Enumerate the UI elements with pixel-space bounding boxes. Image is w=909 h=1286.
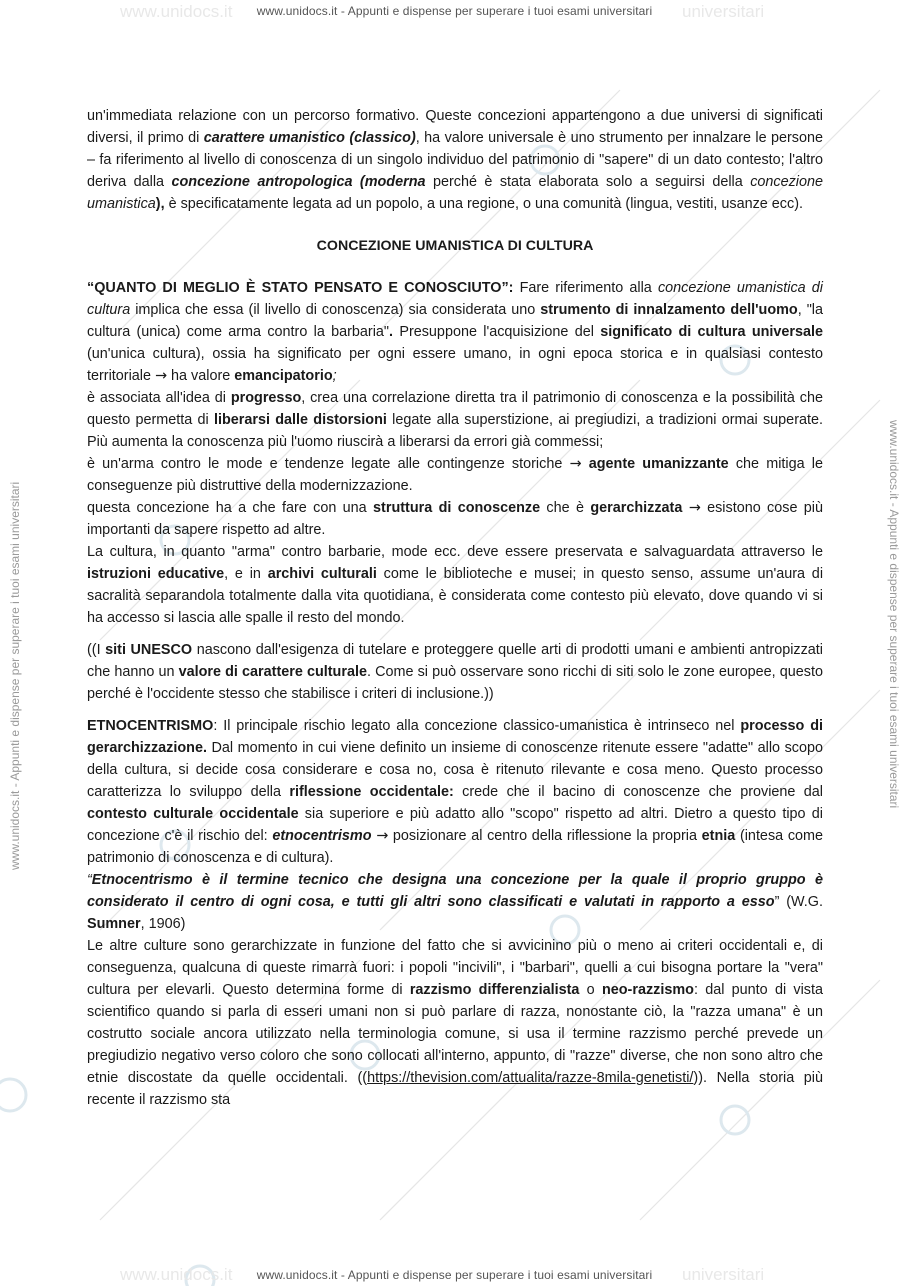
thevision-link[interactable]: https://thevision.com/attualita/razze-8mila-genetisti/ — [367, 1070, 694, 1086]
header-watermark: www.unidocs.it - Appunti e dispense per superare i tuoi esami universitari — [256, 4, 653, 18]
ghost-watermark-left: www.unidocs.it — [120, 2, 233, 21]
paragraph-ethnocentrism: ETNOCENTRISMO: Il principale rischio legato alla concezione classico-umanistica è intrinseco nel processo di gerarchizzazione. Dal momento in cui viene definito un insieme di conoscenze ritenute essere "adatte" allo scopo della cultura, si decide cosa considerare e cosa no, cosa è ritenuto rilevante e cosa meno. Questo processo caratterizza lo sviluppo della riflessione occidentale: crede che il bacino di conoscenze che proviene dal contesto culturale occidentale sia superiore e più adatto allo "scopo" rispetto ad altri. Dietro a questo tipo di concezione c'è il rischio del: etnocentrismo → posizionare al centro della riflessione la propria etnia (intesa come patrimonio di conoscenza e di cultura). — [87, 718, 824, 866]
paragraph-quote: “Etnocentrismo è il termine tecnico che designa una concezione per la quale il proprio gruppo è considerato il centro di ogni cosa, e tutti gli altri sono classificati e valutati in rapporto a esso” (W.G. Sumner, 1906) — [87, 872, 823, 932]
right-side-watermark: www.unidocs.it - Appunti e dispense per superare i tuoi esami universitari — [887, 420, 901, 809]
paragraph-unesco: ((I siti UNESCO nascono dall'esigenza di tutelare e proteggere quelle arti di prodotti umani e ambienti antropizzati che hanno un valore di carattere culturale. Come si può osservare sono ricchi di siti solo le zone europee, questo perché è l'occidente stesso che stabilisce i criteri di inclusione.)) — [87, 642, 823, 702]
arrow-icon: → — [569, 456, 582, 472]
ghost-watermark-right: universitari — [682, 2, 765, 21]
ghost-watermark-right-bottom: universitari — [682, 1265, 765, 1284]
paragraph-progress: è associata all'idea di progresso, crea una correlazione diretta tra il patrimonio di conoscenza e la possibilità che questo permetta di liberarsi dalle distorsioni legate alla superstizione, ai pregiudizi, a tradizioni ormai superate. Più aumenta la conoscenza più l'uomo riuscirà a liberarsi da errori già commessi; — [87, 390, 823, 450]
paragraph-definition: “QUANTO DI MEGLIO È STATO PENSATO E CONOSCIUTO”: Fare riferimento alla concezione umanistica di cultura implica che essa (il livello di conoscenza) sia considerata uno strumento di innalzamento dell'uomo, "la cultura (unica) come arma contro la barbaria". Presuppone l'acquisizione del significato di cultura universale (un'unica cultura), ossia ha significato per ogni essere umano, in ogni epoca storica e in qualsiasi contesto territoriale → ha valore emancipatorio; — [87, 280, 824, 384]
arrow-icon: → — [688, 500, 701, 516]
emphasis-humanistic: carattere umanistico (classico) — [203, 130, 416, 146]
emphasis-anthropological: concezione antropologica (moderna — [171, 174, 426, 190]
document-body — [87, 105, 823, 1111]
ghost-watermark-left-bottom: www.unidocs.it — [120, 1265, 233, 1284]
paragraph-structure: questa concezione ha a che fare con una struttura di conoscenze che è gerarchizzata → esistono cose più importanti da sapere rispetto ad altre. — [87, 500, 824, 538]
paragraph-preservation: La cultura, in quanto "arma" contro barbarie, mode ecc. deve essere preservata e salvaguardata attraverso le istruzioni educative, e in archivi culturali come le biblioteche e musei; in questo senso, assume un'aura di sacralità separandola totalmente dalla vita quotidiana, è considerata come contesto più elevato, dove quando vi si ha accesso si lascia alle spalle il resto del mondo. — [87, 544, 824, 626]
paragraph-racism: Le altre culture sono gerarchizzate in funzione del fatto che si avvicinino più o meno ai criteri occidentali e, di conseguenza, qualcuna di queste rimarrà fuori: i popoli "incivili", i "barbari", quelli a cui bisogna portare la "vera" cultura per elevarli. Questo determina forme di razzismo differenzialista o neo-razzismo: dal punto di vista scientifico quando si parla di esseri umani non si può parlare di razza, nonostante ciò, la "razza umana" è un costrutto sociale ancora utilizzato nella terminologia comune, si usa il termine razzismo perché prevede un pregiudizio negativo verso coloro che sono collocati all'interno, appunto, di "razze" diverse, che non sono altro che etnie discostate da quelle occidentali. ((https://thevision.com/attualita/razze-8mila-genetisti/)). Nella storia più recente il razzismo sta — [87, 938, 824, 1108]
section-heading: CONCEZIONE UMANISTICA DI CULTURA — [316, 238, 594, 254]
paragraph-weapon: è un'arma contro le mode e tendenze legate alle contingenze storiche → agente umanizzante che mitiga le conseguenze più distruttive della modernizzazione. — [87, 456, 823, 494]
quote-text: Etnocentrismo è il termine tecnico che designa una concezione per la quale il proprio gruppo è considerato il centro di ogni cosa, e tutti gli altri sono classificati e valutati in rapporto a esso — [87, 872, 823, 910]
footer-watermark: www.unidocs.it - Appunti e dispense per superare i tuoi esami universitari — [256, 1268, 653, 1282]
left-side-watermark: www.unidocs.it - Appunti e dispense per superare i tuoi esami universitari — [8, 481, 22, 870]
paragraph-intro: un'immediata relazione con un percorso formativo. Queste concezioni appartengono a due universi di significati diversi, il primo di carattere umanistico (classico), ha valore universale è uno strumento per innalzare le persone – fa riferimento al livello di conoscenza di un singolo individuo del patrimonio di "sapere" di un dato contesto; l'altro deriva dalla concezione antropologica (moderna perché è stata elaborata solo a seguirsi della concezione umanistica), è specificatamente legata ad un popolo, a una regione, o una comunità (lingua, vestiti, usanze ecc). — [87, 108, 823, 212]
arrow-icon: → — [376, 828, 389, 844]
arrow-icon: → — [154, 368, 168, 384]
